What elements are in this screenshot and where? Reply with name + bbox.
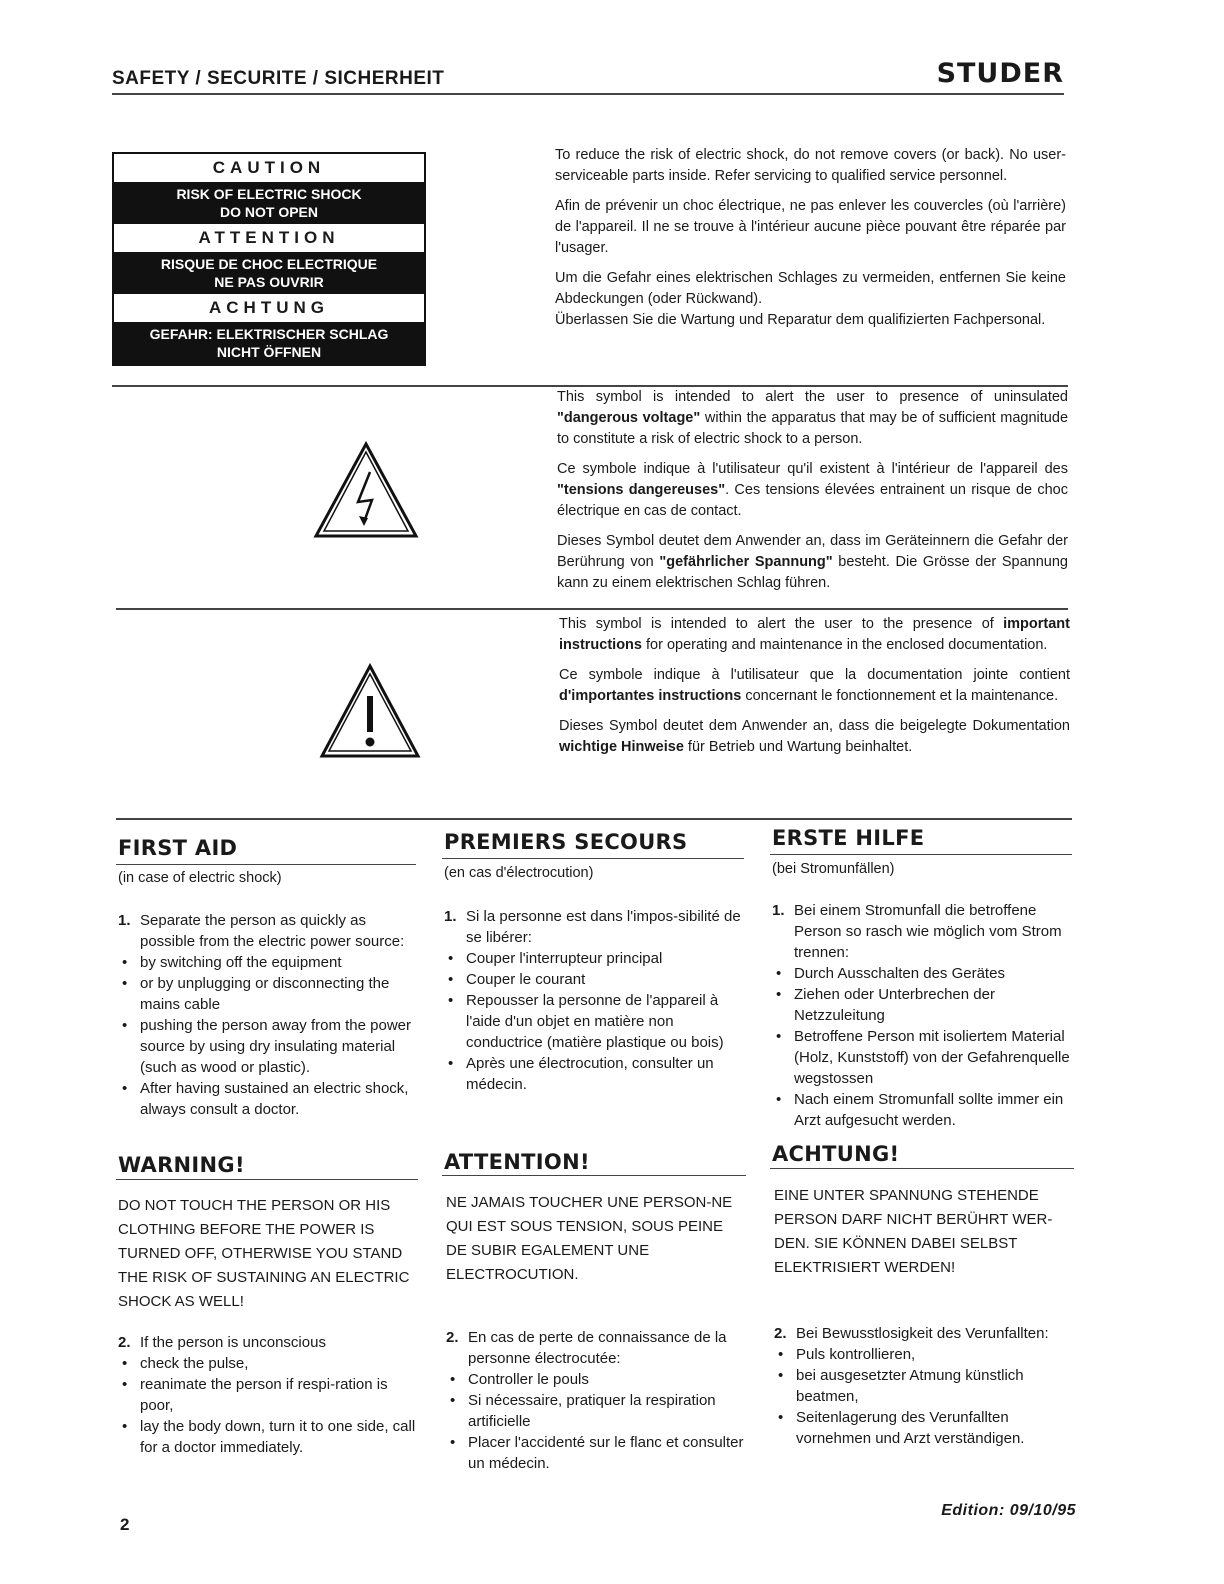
list-item: • Couper le courant [448,971,586,988]
voltage-text-de: Dieses Symbol deutet dem Anwender an, dass im Geräteinnern die Gefahr der Berührung von "gefährlicher Spannung" besteht. Die Grösse der Spannung kann zu einem elektrischen Schlag führen. [557,533,1068,591]
step-1-fr: 1. Si la personne est dans l'impos-sibilité de se libérer: [444,908,741,946]
warning-title-de: ACHTUNG! [772,1142,900,1166]
step-1-de: 1. Bei einem Stromunfall die betroffene Person so rasch wie möglich vom Strom trennen: [772,902,1062,961]
brand-logo: STUDER [936,58,1064,89]
attention-text [114,252,424,294]
first-aid-subtitle-fr: (en cas d'électrocution) [444,865,594,881]
edition-date: Edition: 09/10/95 [941,1502,1076,1519]
first-aid-title-fr: PREMIERS SECOURS [444,830,688,854]
list-item: • Betroffene Person mit isoliertem Material (Holz, Kunststoff) von der Gefahrenquelle wegstossen [776,1028,1070,1087]
achtung-text-line: NICHT ÖFFNEN [216,344,322,360]
achtung-text-line: GEFAHR: ELEKTRISCHER SCHLAG [149,326,389,342]
list-item: • Si nécessaire, pratiquer la respiration artificielle [450,1392,716,1430]
section-title-rule [770,854,1072,855]
first-aid-steps-de [772,900,1072,1131]
voltage-text-en: This symbol is intended to alert the user to presence of uninsulated "dangerous voltage" within the apparatus that may be of sufficient magnitude to constitute a risk of electric shock to a person. [557,389,1069,447]
step-2-fr: 2. En cas de perte de connaissance de la personne électrocutée: [446,1329,727,1367]
warning-text-fr: NE JAMAIS TOUCHER UNE PERSON-NE QUI EST SOUS TENSION, SOUS PEINE DE SUBIR EGALEMENT UNE ELECTROCUTION. [446,1194,733,1283]
first-aid-subtitle-de: (bei Stromunfällen) [772,861,895,877]
first-aid-subtitle-en: (in case of electric shock) [118,870,282,886]
instructions-text-de: Dieses Symbol deutet dem Anwender an, dass die beigelegte Dokumentation wichtige Hinweise für Betrieb und Wartung beinhaltet. [559,718,1070,755]
list-item: • or by unplugging or disconnecting the mains cable [122,975,390,1013]
voltage-text-fr: Ce symbole indique à l'utilisateur qu'il existent à l'intérieur de l'appareil des "tensions dangereuses". Ces tensions élevées entrainent un risque de choc électrique en cas de contact. [557,461,1068,519]
list-item: • Ziehen oder Unterbrechen der Netzzuleitung [776,986,995,1024]
section-divider [116,818,1072,820]
instructions-text-en: This symbol is intended to alert the user to the presence of important instructions for operating and maintenance in the enclosed documentation. [559,616,1070,653]
caution-text [114,182,424,224]
warning-text-en: DO NOT TOUCH THE PERSON OR HIS CLOTHING BEFORE THE POWER IS TURNED OFF, OTHERWISE YOU STAND THE RISK OF SUSTAINING AN ELECTRIC SHOCK AS WELL! [118,1197,410,1310]
first-aid-title-en: FIRST AID [118,836,238,860]
first-aid-steps-fr [444,906,748,1095]
list-item: • After having sustained an electric shock, always consult a doctor. [122,1080,409,1118]
attention-text-line: RISQUE DE CHOC ELECTRIQUE [160,256,378,272]
list-item: • Seitenlagerung des Verunfallten vornehmen und Arzt verständigen. [778,1409,1025,1447]
instructions-symbol-text [559,614,1070,767]
list-item: • Controller le pouls [450,1371,589,1388]
covers-warning-text [555,145,1066,340]
covers-text-en: To reduce the risk of electric shock, do not remove covers (or back). No user-serviceable parts inside. Refer servicing to qualified service personnel. [555,147,1066,184]
list-item: • Placer l'accidenté sur le flanc et consulter un médecin. [450,1434,744,1472]
covers-text-fr: Afin de prévenir un choc électrique, ne pas enlever les couvercles (où l'arrière) de l'appareil. Il ne se trouve à l'intérieur aucune pièce pouvant être réparée par l'usager. [555,198,1066,256]
list-item: • Après une électrocution, consulter un médecin. [448,1055,714,1093]
step-1-en: 1. Separate the person as quickly as possible from the electric power source: [118,912,405,950]
warning-title-en: WARNING! [118,1153,245,1177]
instructions-text-fr: Ce symbole indique à l'utilisateur que la documentation jointe contient d'importantes instructions concernant le fonctionnement et la maintenance. [559,667,1070,704]
page-header-title: SAFETY / SECURITE / SICHERHEIT [112,68,445,89]
section-title-rule [116,864,416,865]
attention-text-line: NE PAS OUVRIR [214,274,324,290]
section-title-rule [442,1175,746,1176]
list-item: • Puls kontrollieren, [778,1346,916,1363]
list-item: • check the pulse, [122,1355,249,1372]
list-item: • bei ausgesetzter Atmung künstlich beatmen, [778,1367,1024,1405]
achtung-text [114,322,424,364]
section-title-rule [442,858,744,859]
achtung-heading: ACHTUNG [114,294,424,322]
voltage-symbol-text [557,387,1068,603]
list-item: • reanimate the person if respi-ration is poor, [122,1376,388,1414]
first-aid-step2-en [118,1332,422,1458]
list-item: • Couper l'interrupteur principal [448,950,663,967]
warning-text-de: EINE UNTER SPANNUNG STEHENDE PERSON DARF NICHT BERÜHRT WER-DEN. SIE KÖNNEN DABEI SELBST ELEKTRISIERT WERDEN! [774,1187,1053,1276]
list-item: • pushing the person away from the power source by using dry insulating material (such as wood or plastic). [122,1017,411,1076]
list-item: • by switching off the equipment [122,954,342,971]
header-rule [112,93,1064,95]
first-aid-step2-fr [446,1327,750,1474]
exclamation-warning-icon [318,662,422,760]
covers-text-de-2: Überlassen Sie die Wartung und Reparatur dem qualifizierten Fachpersonal. [555,312,1046,328]
covers-text-de: Um die Gefahr eines elektrischen Schlages zu vermeiden, entfernen Sie keine Abdeckungen (oder Rückwand). [555,270,1066,307]
section-title-rule [116,1179,418,1180]
section-divider [116,608,1068,610]
first-aid-steps-en [118,910,420,1120]
step-2-de: 2. Bei Bewusstlosigkeit des Verunfallten: [774,1325,1049,1342]
caution-text-line: RISK OF ELECTRIC SHOCK [176,186,362,202]
step-2-en: 2. If the person is unconscious [118,1334,326,1351]
caution-label [112,152,426,366]
caution-text-line: DO NOT OPEN [219,204,318,220]
high-voltage-icon [312,440,420,540]
caution-heading: CAUTION [114,154,424,182]
first-aid-step2-de [774,1323,1076,1449]
first-aid-title-de: ERSTE HILFE [772,826,925,850]
warning-title-fr: ATTENTION! [444,1150,590,1174]
attention-heading: ATTENTION [114,224,424,252]
list-item: • Durch Ausschalten des Gerätes [776,965,1005,982]
list-item: • lay the body down, turn it to one side, call for a doctor immediately. [122,1418,416,1456]
list-item: • Nach einem Stromunfall sollte immer ein Arzt aufgesucht werden. [776,1091,1064,1129]
section-title-rule [770,1168,1074,1169]
page-number: 2 [120,1515,130,1534]
list-item: • Repousser la personne de l'appareil à l'aide d'un objet en matière non conductrice (matière plastique ou bois) [448,992,724,1051]
